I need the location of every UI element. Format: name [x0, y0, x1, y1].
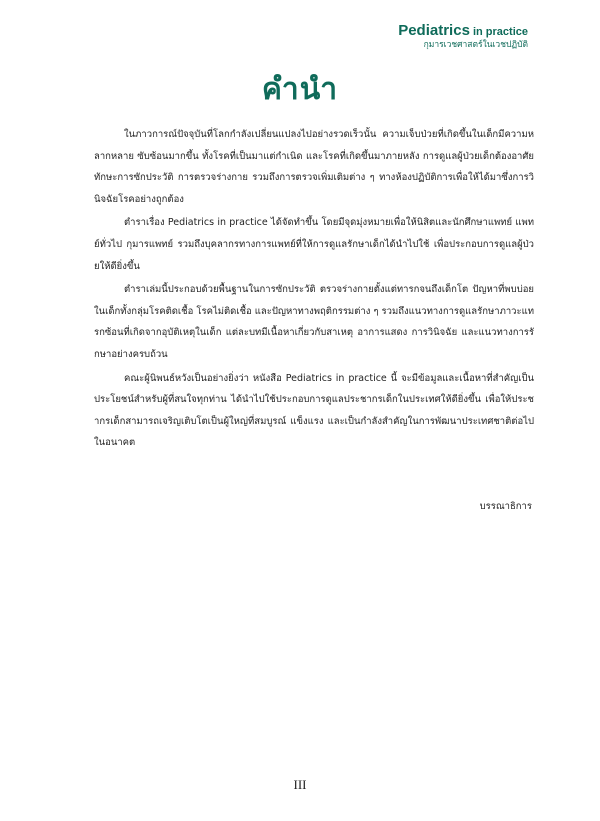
body-text: [94, 124, 534, 456]
paragraph-1: ในภาวการณ์ปัจจุบันที่โลกกำลังเปลี่ยนแปลงไปอย่างรวดเร็วนั้น ความเจ็บป่วยที่เกิดขึ้นในเด็กมีความหลากหลาย ซับซ้อนมากขึ้น ทั้งโรคที่เป็นมาแต่กำเนิด และโรคที่เกิดขึ้นมาภายหลัง การดูแลผู้ป่วยเด็กต้องอาศัยทักษะการซักประวัติ การตรวจร่างกาย รวมถึงการตรวจเพิ่มเติมต่าง ๆ ทางห้องปฏิบัติการเพื่อให้ได้มาซึ่งการวินิจฉัยโรคอย่างถูกต้อง: [94, 129, 534, 205]
brand-title-rest: in practice: [469, 26, 528, 38]
paragraph-4: คณะผู้นิพนธ์หวังเป็นอย่างยิ่งว่า หนังสือ Pediatrics in practice นี้ จะมีข้อมูลและเนื้อหาที่สำคัญเป็นประโยชน์สำหรับผู้ที่สนใจทุกท่าน ได้นำไปใช้ประกอบการดูแลประชากรเด็กในประเทศให้ดียิ่งขึ้น เพื่อให้ประชากรเด็กสามารถเจริญเติบโตเป็นผู้ใหญ่ที่สมบูรณ์ แข็งแรง และเป็นกำลังสำคัญในการพัฒนาประเทศชาติต่อไปในอนาคต: [94, 372, 534, 449]
signature: บรรณาธิการ: [479, 501, 532, 512]
brand-subtitle: กุมารเวชศาสตร์ในเวชปฏิบัติ: [423, 39, 528, 50]
brand-title-bold: Pediatrics: [398, 22, 470, 39]
page-title: คำนำ: [261, 72, 339, 107]
paragraph-2: ตำราเรื่อง Pediatrics in practice ได้จัดทำขึ้น โดยมีจุดมุ่งหมายเพื่อให้นิสิตและนักศึกษาแพทย์ แพทย์ทั่วไป กุมารแพทย์ รวมถึงบุคลากรทางการแพทย์ที่ให้การดูแลรักษาเด็กได้นำไปใช้ เพื่อประกอบการดูแลผู้ป่วยให้ดียิ่งขึ้น: [94, 217, 534, 272]
page-number: III: [293, 777, 307, 792]
paragraph-3: ตำราเล่มนี้ประกอบด้วยพื้นฐานในการซักประวัติ ตรวจร่างกายตั้งแต่ทารกจนถึงเด็กโต ปัญหาที่พบบ่อยในเด็กทั้งกลุ่มโรคติดเชื้อ โรคไม่ติดเชื้อ และปัญหาทางพฤติกรรมต่าง ๆ รวมถึงแนวทางการดูแลรักษาภาวะแทรกซ้อนที่เกิดจากอุบัติเหตุในเด็ก แต่ละบทมีเนื้อหาเกี่ยวกับสาเหตุ อาการแสดง การวินิจฉัย และแนวทางการรักษาอย่างครบถ้วน: [94, 284, 534, 360]
brand-title: [398, 22, 528, 40]
header-brand: [398, 22, 528, 50]
